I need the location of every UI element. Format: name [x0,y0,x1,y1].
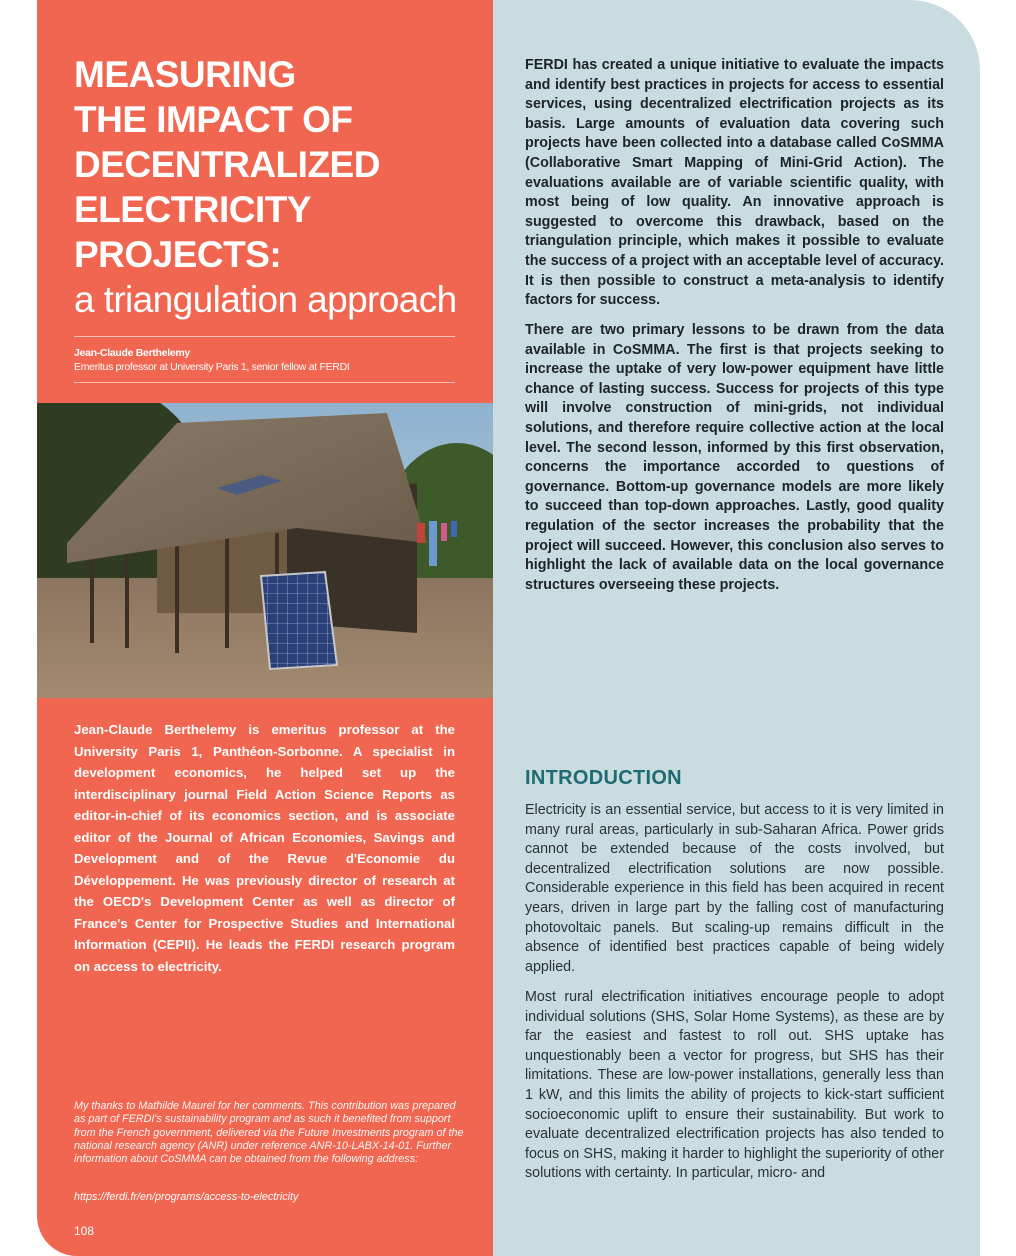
title-subtitle: a triangulation approach [74,279,457,320]
title-divider [74,336,455,337]
cosmma-link[interactable]: https://ferdi.fr/en/programs/access-to-electricity [74,1191,299,1203]
abstract-paragraph-2: There are two primary lessons to be drawn from the data available in CoSMMA. The first is that projects seeking to increase the uptake of very low-power equipment have little chance of lasting success. Success for projects of this type will involve construction of mini-grids, not individual solutions, and therefore require collective action at the local level. The second lesson, informed by this first observation, concerns the importance accorded to questions of governance. Bottom-up governance models are more likely to succeed than top-down approaches. Lastly, good quality regulation of the sector increases the probability that the project will succeed. However, this conclusion also serves to highlight the lack of available data on the local governance structures overseeing these projects. [525,322,944,593]
solar-panel [261,572,337,669]
author-bio: Jean-Claude Berthelemy is emeritus professor at the University Paris 1, Panthéon-Sorbonne. A specialist in development economics, he helped set up the interdisciplinary journal Field Action Science Reports as editor-in-chief of its economics section, and is associate editor of the Journal of African Economies, Savings and Development and of the Revue d'Economie du Développement. He was previously director of research at the OECD's Development Center as well as director of France's Center for Prospective Studies and International Information (CEPII). He leads the FERDI research program on access to electricity. [74,722,455,974]
introduction-heading: INTRODUCTION [525,767,682,789]
photo-illustration [37,403,493,698]
acknowledgement-text: My thanks to Mathilde Maurel for her comments. This contribution was prepared as part of FERDI's sustainability program and as such it benefited from support from the French government, delivered via the Future Investments program of the national research agency (ANR) under reference ANR-10-LABX-14-01. Further information about CoSMMA can be obtained from the following address: [74,1100,464,1166]
hut-solar-panel-photo [37,403,493,698]
introduction-paragraph-1: Electricity is an essential service, but access to it is very limited in many rural areas, particularly in sub-Saharan Africa. Power grids cannot be extended because of the costs involved, but decentralized electrification solutions are now possible. Considerable experience in this field has been acquired in recent years, driven in large part by the falling cost of manufacturing photovoltaic panels. But scaling-up remains difficult in the absence of identified best practices capable of being widely applied. [525,802,944,975]
author-name: Jean-Claude Berthelemy [74,347,190,359]
author-role: Emeritus professor at University Paris 1, senior fellow at FERDI [74,361,350,373]
author-divider [74,382,455,383]
title-main: MEASURING THE IMPACT OF DECENTRALIZED ELECTRICITY PROJECTS: [74,54,380,275]
abstract-paragraph-1: FERDI has created a unique initiative to evaluate the impacts and identify best practices in projects for access to essential services, using decentralized electrification projects as its basis. Large amounts of evaluation data covering such projects have been collected into a database called CoSMMA (Collaborative Smart Mapping of Mini-Grid Action). The evaluations available are of variable scientific quality, with most being of low quality. An innovative approach is suggested to overcome this drawback, based on the triangulation principle, which makes it possible to evaluate the success of a project with an acceptable level of accuracy. It is then possible to construct a meta-analysis to identify factors for success. [525,57,944,309]
author-block [74,346,474,374]
introduction-paragraph-2: Most rural electrification initiatives encourage people to adopt individual solutions (SHS, Solar Home Systems), as these are by far the easiest and fastest to roll out. SHS uptake has unquestionably been a vector for progress, but SHS has their limitations. These are low-power installations, generally less than 1 kW, and this limits the ability of projects to kick-start sufficient socioeconomic uplift to ensure their sustainability. But work to evaluate decentralized electrification projects has also tended to focus on SHS, making it harder to highlight the superiority of other solutions with certainty. In particular, micro- and [525,989,944,1182]
article-title [74,52,484,323]
page-number: 108 [74,1224,95,1238]
